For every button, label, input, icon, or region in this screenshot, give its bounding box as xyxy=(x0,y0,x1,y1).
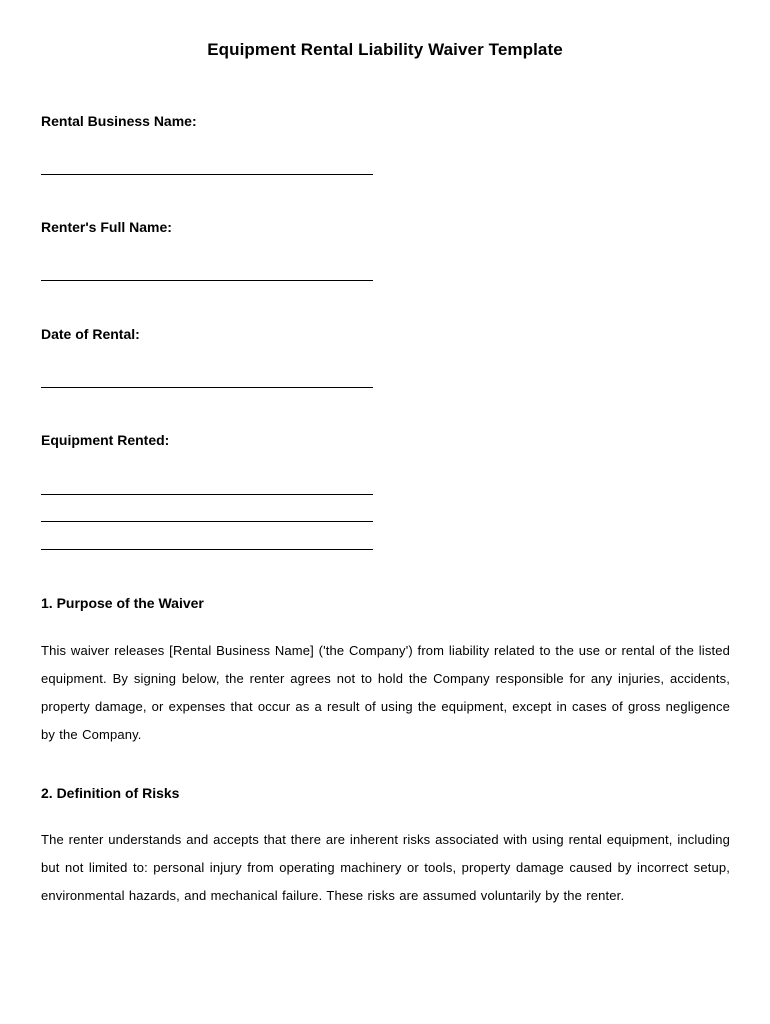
equipment-label: Equipment Rented: xyxy=(41,432,170,448)
business-name-label: Rental Business Name: xyxy=(41,113,197,129)
section-heading: 2. Definition of Risks xyxy=(41,785,180,801)
equipment-field-line-1[interactable] xyxy=(41,494,373,495)
equipment-field-line-2[interactable] xyxy=(41,521,373,522)
renter-name-label: Renter's Full Name: xyxy=(41,219,172,235)
equipment-field-line-3[interactable] xyxy=(41,549,373,550)
date-label: Date of Rental: xyxy=(41,326,140,342)
section-body: The renter understands and accepts that there are inherent risks associated with using rental equipment, including but not limited to: personal injury from operating machinery or tools, property damage caused by incorrect setup, environmental hazards, and mechanical failure. These risks are assumed voluntarily by the renter. xyxy=(41,832,730,903)
document-title: Equipment Rental Liability Waiver Template xyxy=(207,40,563,59)
section-heading: 1. Purpose of the Waiver xyxy=(41,595,204,611)
business-name-field[interactable] xyxy=(41,174,373,175)
date-field[interactable] xyxy=(41,387,373,388)
section-body: This waiver releases [Rental Business Name] ('the Company') from liability related to the use or rental of the listed equipment. By signing below, the renter agrees not to hold the Company responsible for any injuries, accidents, property damage, or expenses that occur as a result of using the equipment, except in cases of gross negligence by the Company. xyxy=(41,643,730,742)
renter-name-field[interactable] xyxy=(41,280,373,281)
